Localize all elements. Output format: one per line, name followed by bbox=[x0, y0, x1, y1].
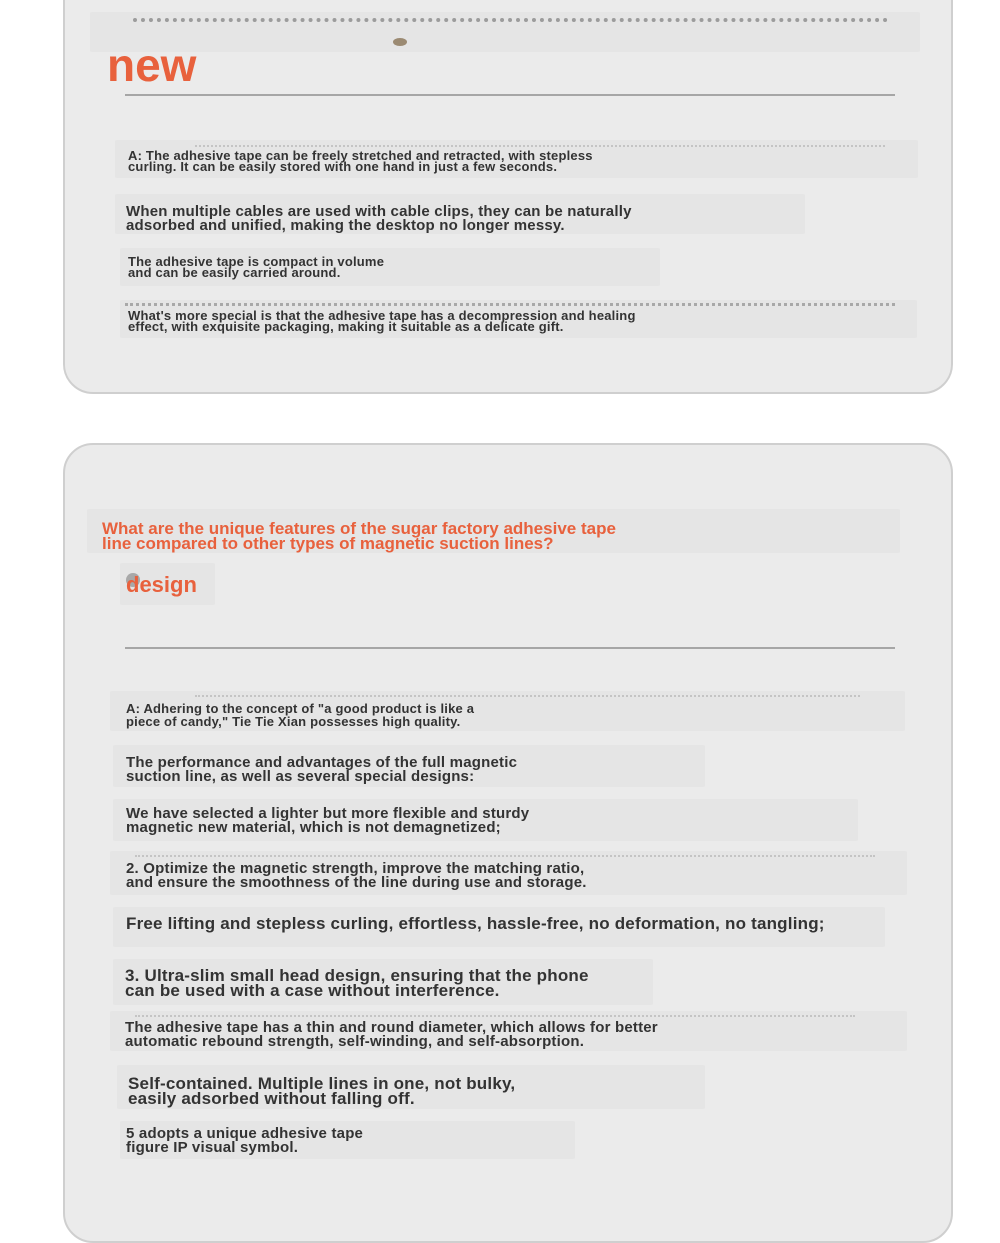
design-text-6: 3. Ultra-slim small head design, ensuring that the phone can be used with a case without interference. bbox=[125, 966, 589, 1000]
tape-illustration-line bbox=[133, 18, 888, 22]
section-subheading: design bbox=[126, 572, 197, 597]
feature-text-3: The adhesive tape is compact in volume and can be easily carried around. bbox=[128, 254, 385, 280]
section-heading-partial: new bbox=[107, 39, 197, 91]
tape-illustration-line bbox=[135, 855, 875, 857]
tape-illustration-line bbox=[135, 1015, 855, 1017]
feature-text-4: What's more special is that the adhesive tape has a decompression and healing effect, with exquisite packaging, making it suitable as a delicate gift. bbox=[128, 308, 636, 334]
section-heading-clip bbox=[107, 39, 307, 91]
design-text-9: 5 adopts a unique adhesive tape figure IP visual symbol. bbox=[126, 1125, 364, 1156]
design-text-2: The performance and advantages of the full magnetic suction line, as well as several special designs: bbox=[126, 754, 518, 785]
feature-text-2: When multiple cables are used with cable clips, they can be naturally adsorbed and unified, making the desktop no longer messy. bbox=[126, 203, 632, 234]
design-text-5: Free lifting and stepless curling, effortless, hassle-free, no deformation, no tangling; bbox=[126, 914, 825, 933]
tape-illustration-line bbox=[195, 145, 885, 147]
feature-card-design bbox=[63, 443, 953, 1243]
tape-illustration-line bbox=[125, 303, 895, 306]
section-question-heading: What are the unique features of the sugar factory adhesive tape line compared to other types of magnetic suction lines? bbox=[102, 519, 616, 553]
design-text-3: We have selected a lighter but more flexible and sturdy magnetic new material, which is not demagnetized; bbox=[126, 805, 530, 836]
design-text-4: 2. Optimize the magnetic strength, improve the matching ratio, and ensure the smoothness of the line during use and storage. bbox=[126, 860, 587, 891]
section-divider bbox=[125, 94, 895, 96]
feature-card-usage bbox=[63, 0, 953, 394]
feature-text-1: A: The adhesive tape can be freely stretched and retracted, with stepless curling. It can be easily stored with one hand in just a few seconds. bbox=[128, 148, 593, 174]
design-text-8: Self-contained. Multiple lines in one, not bulky, easily adsorbed without falling off. bbox=[128, 1074, 516, 1108]
tape-illustration-line bbox=[195, 695, 860, 697]
design-text-1: A: Adhering to the concept of "a good product is like a piece of candy," Tie Tie Xian possesses high quality. bbox=[126, 701, 475, 729]
tape-end-icon bbox=[393, 38, 407, 46]
section-divider bbox=[125, 647, 895, 649]
design-text-7: The adhesive tape has a thin and round diameter, which allows for better automatic rebound strength, self-winding, and self-absorption. bbox=[125, 1019, 658, 1050]
